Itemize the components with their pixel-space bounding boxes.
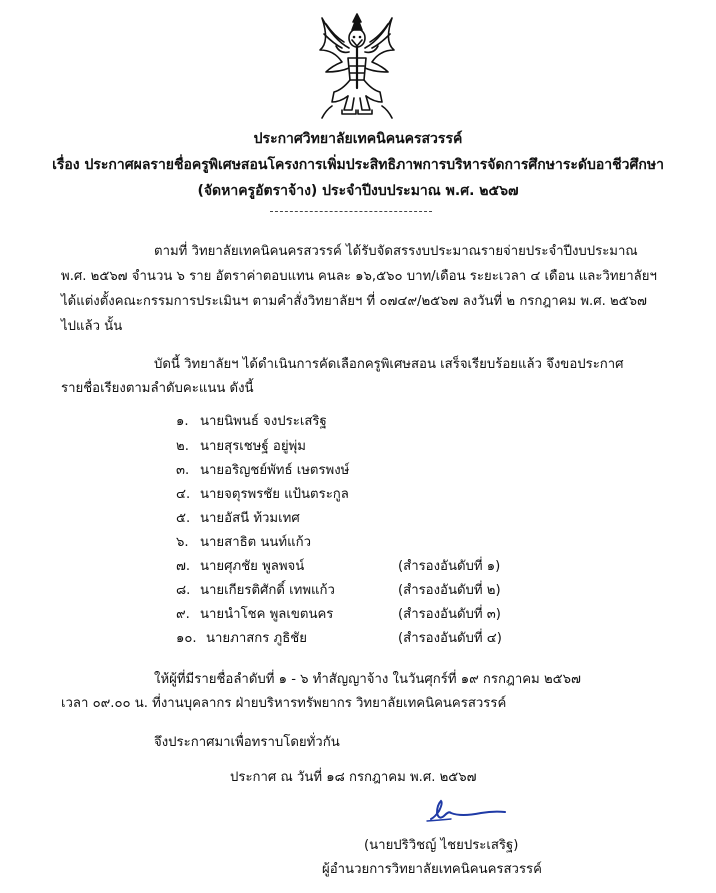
list-item-number: ๗. [176,559,191,574]
closing-line: จึงประกาศมาเพื่อทราบโดยทั่วกัน [154,735,340,750]
list-item-name: นายสุรเชษฐ์ อยู่พุ่ม [200,439,306,454]
para3-line1: ให้ผู้ที่มีรายชื่อลำดับที่ ๑ - ๖ ทำสัญญาจ้าง ในวันศุกร์ที่ ๑๙ กรกฎาคม ๒๕๖๗ [154,672,581,687]
list-item-number: ๑. [176,414,189,429]
list-item-number: ๕. [176,511,191,526]
list-item-name: นายสาธิต นนท์แก้ว [200,535,312,550]
list-item-name: นายนิพนธ์ จงประเสริฐ [200,414,327,429]
list-item-name: นายเกียรติศักดิ์ เทพแก้ว [200,583,335,598]
para2-line1: บัดนี้ วิทยาลัยฯ ได้ดำเนินการคัดเลือกครูพิเศษสอน เสร็จเรียบร้อยแล้ว จึงขอประกาศ [154,357,624,372]
para1-line2: พ.ศ. ๒๕๖๗ จำนวน ๖ ราย อัตราค่าตอบแทน คนละ ๑๖,๕๖๐ บาท/เดือน ระยะเวลา ๔ เดือน และวิทยาลัยฯ [61,269,657,284]
announcement-date: ประกาศ ณ วันที่ ๑๘ กรกฎาคม พ.ศ. ๒๕๖๗ [230,770,477,785]
para1-line4: ไปแล้ว นั้น [61,319,123,334]
signer-title: ผู้อำนวยการวิทยาลัยเทคนิคนครสวรรค์ [322,862,542,877]
list-item-name: นายอัสนี ท้วมเทศ [200,511,300,526]
para1-line1: ตามที่ วิทยาลัยเทคนิคนครสวรรค์ ได้รับจัดสรรงบประมาณรายจ่ายประจำปีงบประมาณ [154,244,638,259]
announcement-title: ประกาศวิทยาลัยเทคนิคนครสวรรค์ [253,131,463,147]
list-item [0,507,716,527]
list-item-number: ๓. [176,463,190,478]
list-item-name: นายนำโชค พูลเขตนคร [200,607,334,622]
garuda-emblem [312,10,402,120]
list-item [0,435,716,455]
list-item-number: ๒. [176,439,189,454]
list-item [0,483,716,503]
para2-line2: รายชื่อเรียงตามลำดับคะแนน ดังนี้ [61,381,254,396]
list-item-name: นายศุภชัย พูลพจน์ [200,559,305,574]
list-item-name: นายจตุรพรชัย แป้นตระกูล [200,487,349,502]
list-item-reserve-note: (สำรองอันดับที่ ๑) [398,559,501,574]
list-item [0,627,716,647]
list-item-reserve-note: (สำรองอันดับที่ ๒) [398,583,501,598]
director-signature [421,795,511,825]
announcement-subject-cont: (จัดหาครูอัตราจ้าง) ประจำปีงบประมาณ พ.ศ. ๒๕๖๗ [197,183,519,199]
list-item-reserve-note: (สำรองอันดับที่ ๓) [398,607,501,622]
list-item [0,531,716,551]
list-item-name: นายภาสกร ภูธิชัย [206,631,307,646]
announcement-subject: เรื่อง ประกาศผลรายชื่อครูพิเศษสอนโครงการเพิ่มประสิทธิภาพการบริหารจัดการศึกษาระดับอาชีวศึกษา [52,157,664,173]
list-item [0,579,716,599]
list-item-number: ๙. [176,607,190,622]
list-item [0,603,716,623]
list-item [0,555,716,575]
para3-line2: เวลา ๐๙.๐๐ น. ที่งานบุคลากร ฝ่ายบริหารทรัพยากร วิทยาลัยเทคนิคนครสวรรค์ [61,696,507,711]
list-item-number: ๘. [176,583,191,598]
list-item-name: นายอริญชย์พัทธ์ เษตรพงษ์ [200,463,350,478]
title-divider [270,211,432,212]
list-item-number: ๔. [176,487,191,502]
signer-name: (นายปริวิชญ์ ไชยประเสริฐ) [364,838,519,853]
list-item [0,459,716,479]
para1-line3: ได้แต่งตั้งคณะกรรมการประเมินฯ ตามคำสั่งวิทยาลัยฯ ที่ ๐๗๔๙/๒๕๖๗ ลงวันที่ ๒ กรกฎาคม พ.ศ. ๒๕๖๗ [61,294,647,309]
list-item-number: ๑๐. [176,631,197,646]
list-item-reserve-note: (สำรองอันดับที่ ๔) [398,631,502,646]
list-item [0,410,716,430]
list-item-number: ๖. [176,535,189,550]
